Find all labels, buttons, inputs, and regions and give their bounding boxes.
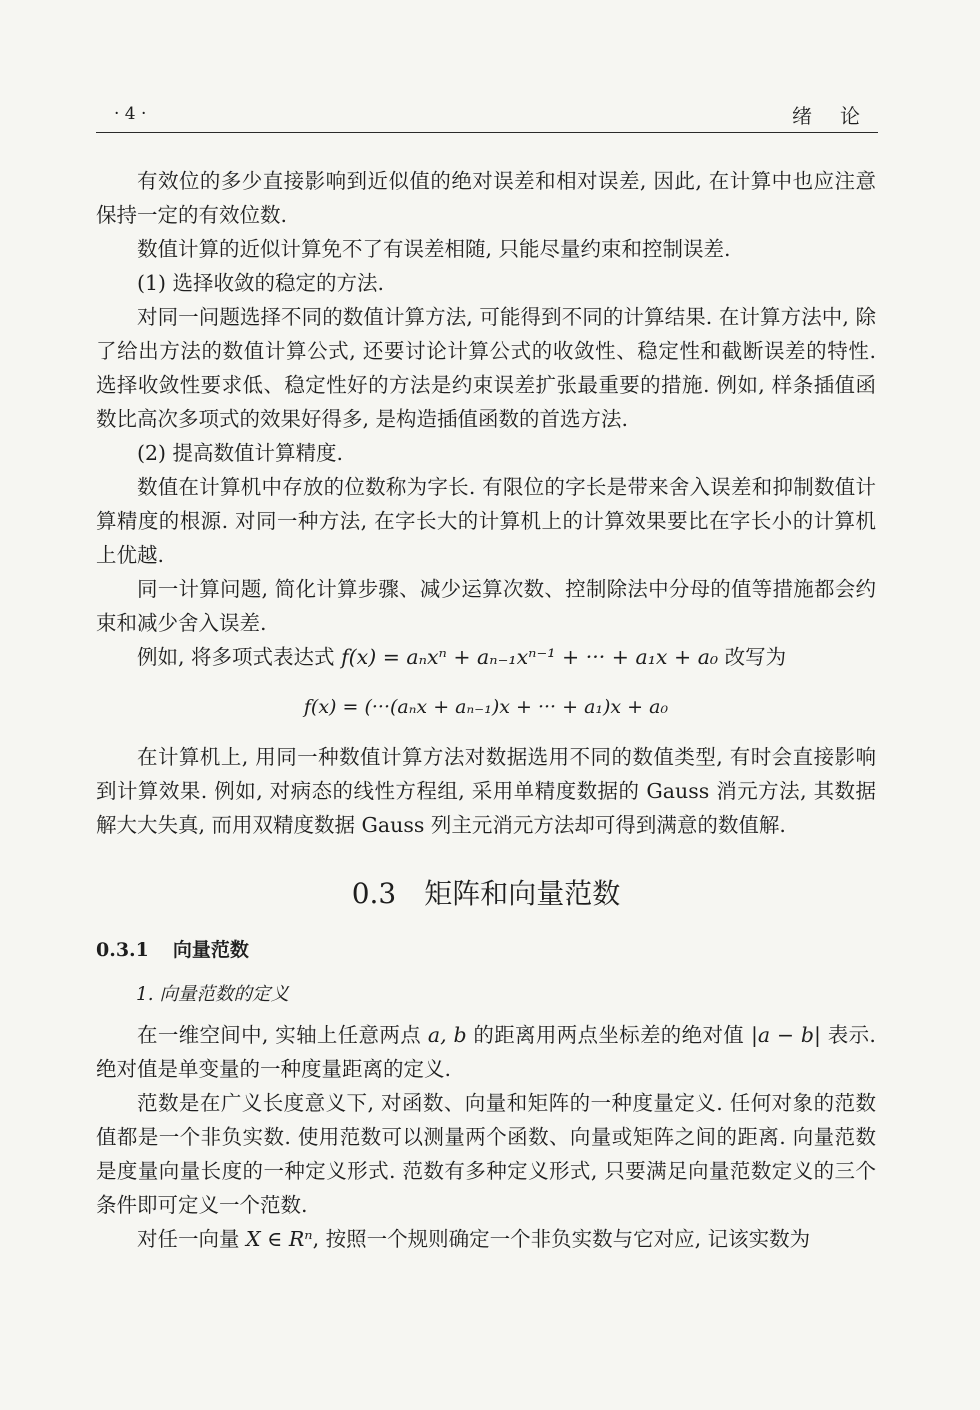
paragraph-with-formula — [96, 640, 876, 674]
paragraph: 数值计算的近似计算免不了有误差相随, 只能尽量约束和控制误差. — [137, 237, 731, 261]
list-item-2: (2) 提高数值计算精度. — [137, 441, 344, 465]
text-fragment: , 按照一个规则确定一个非负实数与它对应, 记该实数为 — [312, 1227, 811, 1251]
inline-formula: |a − b| — [750, 1023, 821, 1047]
running-head: 绪论 — [792, 104, 888, 128]
page-number: · 4 · — [114, 104, 147, 124]
section-heading — [96, 874, 876, 914]
definition-heading: 1. 向量范数的定义 — [136, 984, 290, 1005]
text-fragment: 例如, 将多项式表达式 — [137, 645, 335, 669]
inline-formula: X ∈ Rⁿ — [246, 1227, 313, 1251]
paragraph-with-formula — [96, 1222, 876, 1256]
paragraph: 有效位的多少直接影响到近似值的绝对误差和相对误差, 因此, 在计算中也应注意保持一定的有效位数. — [96, 169, 876, 227]
body-text — [96, 164, 876, 1256]
text-fragment: 对任一向量 — [137, 1227, 240, 1251]
subsection-heading — [96, 932, 876, 968]
paragraph: 在计算机上, 用同一种数值计算方法对数据选用不同的数值类型, 有时会直接影响到计算效果. 例如, 对病态的线性方程组, 采用单精度数据的 Gauss 消元方法, 其数据解大大失真, 而用双精度数据 Gauss 列主元消元方法却可得到满意的数值解. — [96, 745, 876, 837]
paragraph: 对同一问题选择不同的数值计算方法, 可能得到不同的计算结果. 在计算方法中, 除了给出方法的数值计算公式, 还要讨论计算公式的收敛性、稳定性和截断误差的特性. 选择收敛性要求低、稳定性好的方法是约束误差扩张最重要的措施. 例如, 样条插值函数比高次多项式的效果好得多, 是构造插值函数的首选方法. — [96, 305, 876, 431]
page-header — [96, 98, 888, 133]
section-number: 0.3 — [351, 877, 397, 910]
inline-formula: a, b — [427, 1023, 467, 1047]
text-fragment: 在一维空间中, 实轴上任意两点 — [137, 1023, 422, 1047]
inline-formula: f(x) = aₙxⁿ + aₙ₋₁xⁿ⁻¹ + ··· + a₁x + a₀ — [341, 645, 719, 669]
subsection-title: 向量范数 — [172, 939, 249, 961]
section-title: 矩阵和向量范数 — [424, 877, 621, 910]
subsection-number: 0.3.1 — [96, 939, 149, 961]
paragraph: 范数是在广义长度意义下, 对函数、向量和矩阵的一种度量定义. 任何对象的范数值都是一个非负实数. 使用范数可以测量两个函数、向量或矩阵之间的距离. 向量范数是度量向量长度的一种定义形式. 范数有多种定义形式, 只要满足向量范数定义的三个条件即可定义一个范数. — [96, 1091, 876, 1217]
list-item-1: (1) 选择收敛的稳定的方法. — [137, 271, 385, 295]
text-fragment: 改写为 — [724, 645, 787, 669]
display-equation: f(x) = (···(aₙx + aₙ₋₁)x + ··· + a₁)x + a₀ — [303, 696, 669, 718]
paragraph: 数值在计算机中存放的位数称为字长. 有限位的字长是带来舍入误差和抑制数值计算精度的根源. 对同一种方法, 在字长大的计算机上的计算效果要比在字长小的计算机上优越. — [96, 475, 876, 567]
text-fragment: 的距离用两点坐标差的绝对值 — [473, 1023, 745, 1047]
paragraph: 同一计算问题, 简化计算步骤、减少运算次数、控制除法中分母的值等措施都会约束和减少舍入误差. — [96, 577, 876, 635]
text-fragment: 表示. 绝对值是单变量的一种度量距离的定义. — [96, 1023, 876, 1081]
paragraph-with-formula — [96, 1018, 876, 1086]
